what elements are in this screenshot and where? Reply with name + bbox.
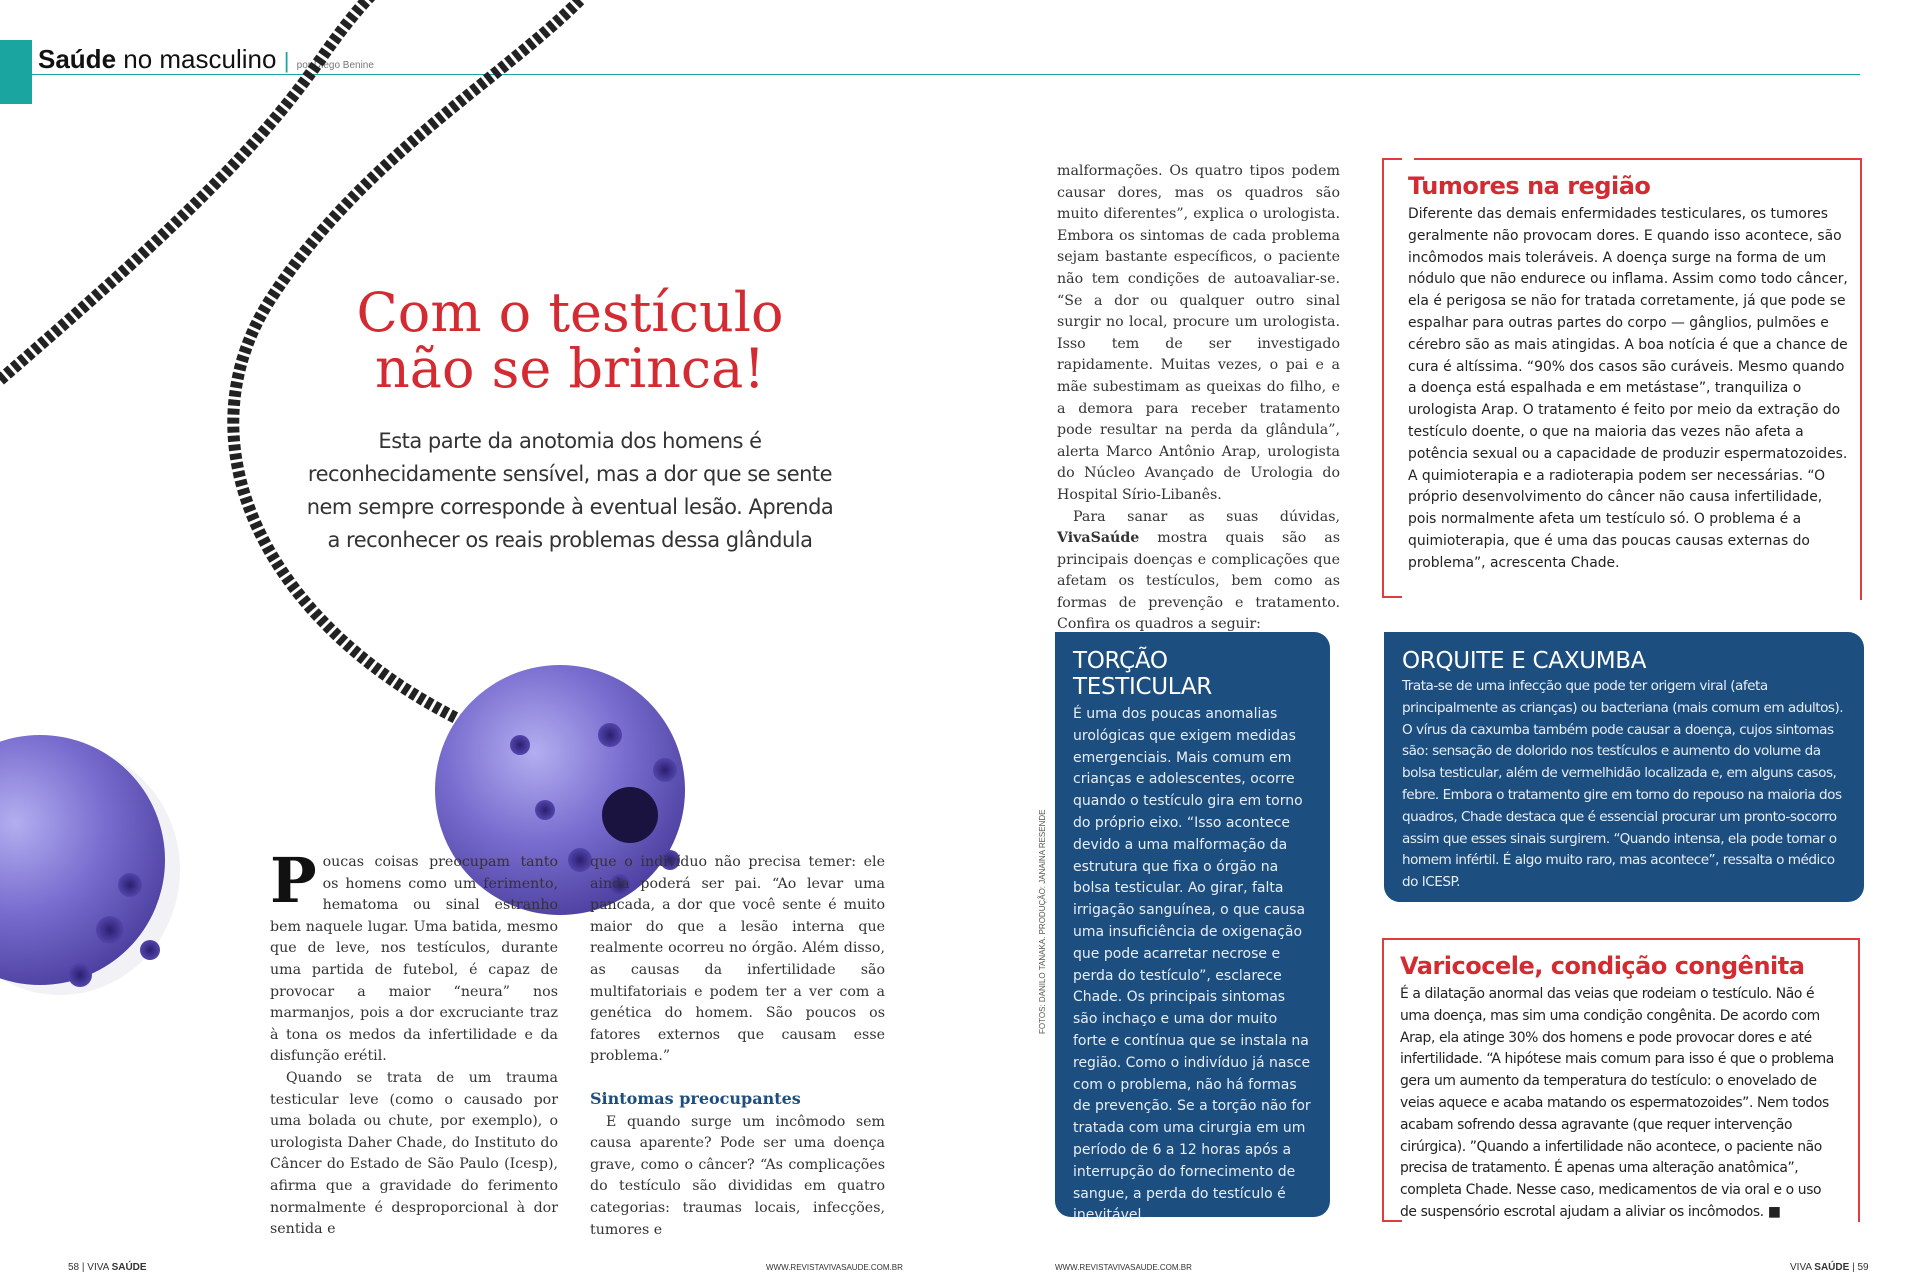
article-title (330, 281, 810, 400)
page-number-left: 58 (68, 1262, 80, 1273)
paragraph-4: E quando surge um incômodo sem causa aparente? Pode ser uma doença grave, como o câncer? “As complicações do testículo são divididas em quatro categorias: traumas locais, infecções, tumores e (590, 1113, 885, 1238)
footer-right: VIVA SAÚDE | 59 (1790, 1262, 1869, 1273)
varicocele-text (1400, 984, 1840, 1224)
magazine-name-right-b: SAÚDE (1814, 1262, 1850, 1273)
article-column-2 (590, 852, 885, 1241)
photo-credit: FOTOS: DANILO TANAKA. PRODUÇÃO: JANAINA RESENDE (1038, 809, 1047, 1034)
paragraph-5: malformações. Os quatro tipos podem causar dores, mas os quadros são muito diferentes”, explica o urologista. Embora os sintomas de cada problema sejam bastante específicos, o paciente não tem condições de autoavaliar-se. “Se a dor ou qualquer outro sinal surgir no local, procure um urologista. Isso tem de ser investigado rapidamente. Muitas vezes, o pai e a mãe subestimam as queixas do filho, e a demora para receber tratamento pode resultar na perda da glândula”, alerta Marco Antônio Arap, urologista do Núcleo Avançado de Urologia do Hospital Sírio-Libanês. (1057, 163, 1340, 503)
magazine-name-left-b: SAÚDE (111, 1262, 147, 1273)
orquite-content (1384, 632, 1864, 894)
drop-cap: P (270, 844, 317, 917)
footer-url-right: WWW.REVISTAVIVASAUDE.COM.BR (1055, 1263, 1192, 1272)
paragraph-6 (1057, 507, 1340, 637)
subheading: Sintomas preocupantes (590, 1088, 801, 1108)
torcao-box (1055, 632, 1330, 1224)
magazine-name-left-a: VIVA (87, 1262, 112, 1273)
title-line-1: Com o testículo (356, 281, 784, 344)
paragraph-2: Quando se trata de um trauma testicular leve (como o causado por uma bolada ou chute, por exemplo), o urologista Daher Chade, do Instituto do Câncer do Estado de São Paulo (Icesp), afirma que a gravidade do ferimento normalmente é desproporcional à dor sentida e (270, 1069, 558, 1238)
paragraph-6-end: mostra quais são as principais doenças e complicações que afetam os testículos, bem como as formas de prevenção e tratamento. Confira os quadros a seguir: (1057, 530, 1340, 633)
orquite-title: ORQUITE E CAXUMBA (1402, 648, 1647, 674)
paragraph-1-text: oucas coisas preocupam tanto os homens como um ferimento, hematoma ou sinal estranho bem naquele lugar. Uma batida, mesmo que de leve, nos testículos, durante uma partida de futebol, é capaz de provocar a maior “neura” nos marmanjos, pois a dor excruciante traz à tona os medos da infertilidade e da disfunção erétil. (270, 854, 558, 1065)
article-lead: Esta parte da anotomia dos homens é reconhecidamente sensível, mas a dor que se sente nem sempre corresponde à eventual lesão. Aprenda a reconhecer os reais problemas dessa glândula (306, 429, 834, 552)
section-name-bold: Saúde (38, 44, 117, 74)
torcao-title: TORÇÃO TESTICULAR (1073, 648, 1212, 700)
tumores-title: Tumores na região (1408, 172, 1651, 200)
paragraph-6-start: Para sanar as suas dúvidas, (1073, 508, 1340, 525)
title-line-2: não se brinca! (374, 337, 766, 400)
varicocele-body: É a dilatação anormal das veias que rodeiam o testículo. Não é uma doença, mas sim uma condição congênita. De acordo com Arap, ela atinge 30% dos homens e pode provocar dores e até infertilidade. “A hipótese mais comum para isso é que o problema gera um aumento da temperatura do testículo: o enovelado de veias aquece e acaba matando os espermatozoides”. Nem todos acabam sofrendo dessa agravante (que requer intervenção cirúrgica). ”Quando a infertilidade não acontece, o paciente não precisa de tratamento. É apenas uma alteração anatômica”, completa Chade. Nesse caso, medicamentos de via oral e o uso de suspensório escrotal ajudam a aliviar os incômodos. (1400, 986, 1834, 1220)
orquite-box (1384, 632, 1864, 902)
paragraph-1 (270, 844, 558, 1068)
torcao-content (1055, 632, 1330, 1227)
magazine-name-right-a: VIVA (1790, 1262, 1815, 1273)
article-column-1 (270, 844, 558, 1241)
footer-left: 58 | VIVA SAÚDE (68, 1262, 147, 1273)
varicocele-content (1400, 952, 1840, 1224)
footer-url-left: WWW.REVISTAVIVASAUDE.COM.BR (766, 1263, 903, 1272)
torcao-text: É uma dos poucas anomalias urológicas que exigem medidas emergenciais. Mais comum em crianças e adolescentes, ocorre quando o testículo gira em torno do próprio eixo. “Isso acontece devido a uma malformação da estrutura que fixa o órgão na bolsa testicular. Ao girar, falta irrigação sanguínea, o que causa uma insuficiência de oxigenação que pode acarretar necrose e perda do testículo”, esclarece Chade. Os principais sintomas são inchaço e uma dor muito forte e contínua que se instala na região. Como o indivíduo já nasce com o problema, não há formas de prevenção. Se a torção não for tratada com uma cirurgia em um período de 6 a 12 horas após a interrupção do fornecimento de sangue, a perda do testículo é inevitável. (1073, 706, 1311, 1224)
end-mark: ■ (1767, 1203, 1781, 1220)
tumores-box-left-bracket (1382, 158, 1402, 598)
varicocele-box-left-bracket (1382, 938, 1402, 1222)
page-number-right: 59 (1857, 1262, 1869, 1273)
header-divider: | (283, 48, 290, 73)
paragraph-3: que o indivíduo não precisa temer: ele ainda poderá ser pai. “Ao levar uma pancada, a dor que você sente é muito maior do que a lesão interna que realmente ocorreu no órgão. Além disso, as causas da infertilidade são multifatoriais e podem ter a ver com a genética do homem. São poucos os fatores externos que causam esse problema.” (590, 854, 885, 1065)
byline: por Diego Benine (296, 60, 374, 71)
tumores-text: Diferente das demais enfermidades testiculares, os tumores geralmente não provocam dores. E quando isso acontece, são incômodos mais toleráveis. A doença surge na forma de um nódulo que não endurece ou inflama. Assim como todo câncer, ela é perigosa se não for tratada corretamente, já que pode se espalhar para outras partes do corpo — gânglios, pulmões e cérebro são as mais atingidas. A boa notícia é que a chance de cura é altíssima. “90% dos casos são curáveis. Mesmo quando a doença está espalhada e em metástase”, tranquiliza o urologista Arap. O tratamento é feito por meio da extração do testículo doente, o que na maioria das vezes não afeta a potência sexual ou a capacidade de produzir espermatozoides. A quimioterapia e a radioterapia podem ser necessárias. “O próprio desenvolvimento do câncer não causa infertilidade, pois normalmente afeta um testículo só. O problema é a quimioterapia, que é uma das poucas causas externas do problema”, acrescenta Chade. (1408, 206, 1848, 571)
tumores-content (1408, 172, 1848, 575)
brand-name: VivaSaúde (1057, 530, 1140, 547)
varicocele-title: Varicocele, condição congênita (1400, 952, 1805, 980)
section-name: no masculino (116, 44, 277, 74)
article-column-3 (1057, 161, 1340, 636)
orquite-text: Trata-se de uma infecção que pode ter origem viral (afeta principalmente as crianças) ou bacteriana (mais comum em adultos). O vírus da caxumba também pode causar a doença, cujos sintomas são: sensação de dolorido nos testículos e aumento do volume da bolsa testicular, além de vermelhidão localizada e, em alguns casos, febre. Embora o tratamento gire em torno do repouso na maioria dos quadros, Chade destaca que é essencial procurar um pronto-socorro assim que esses sinais surgirem. “Quando intensa, ela pode tornar o homem infértil. É algo muito raro, mas acontece”, ressalta o médico do ICESP. (1402, 678, 1844, 891)
